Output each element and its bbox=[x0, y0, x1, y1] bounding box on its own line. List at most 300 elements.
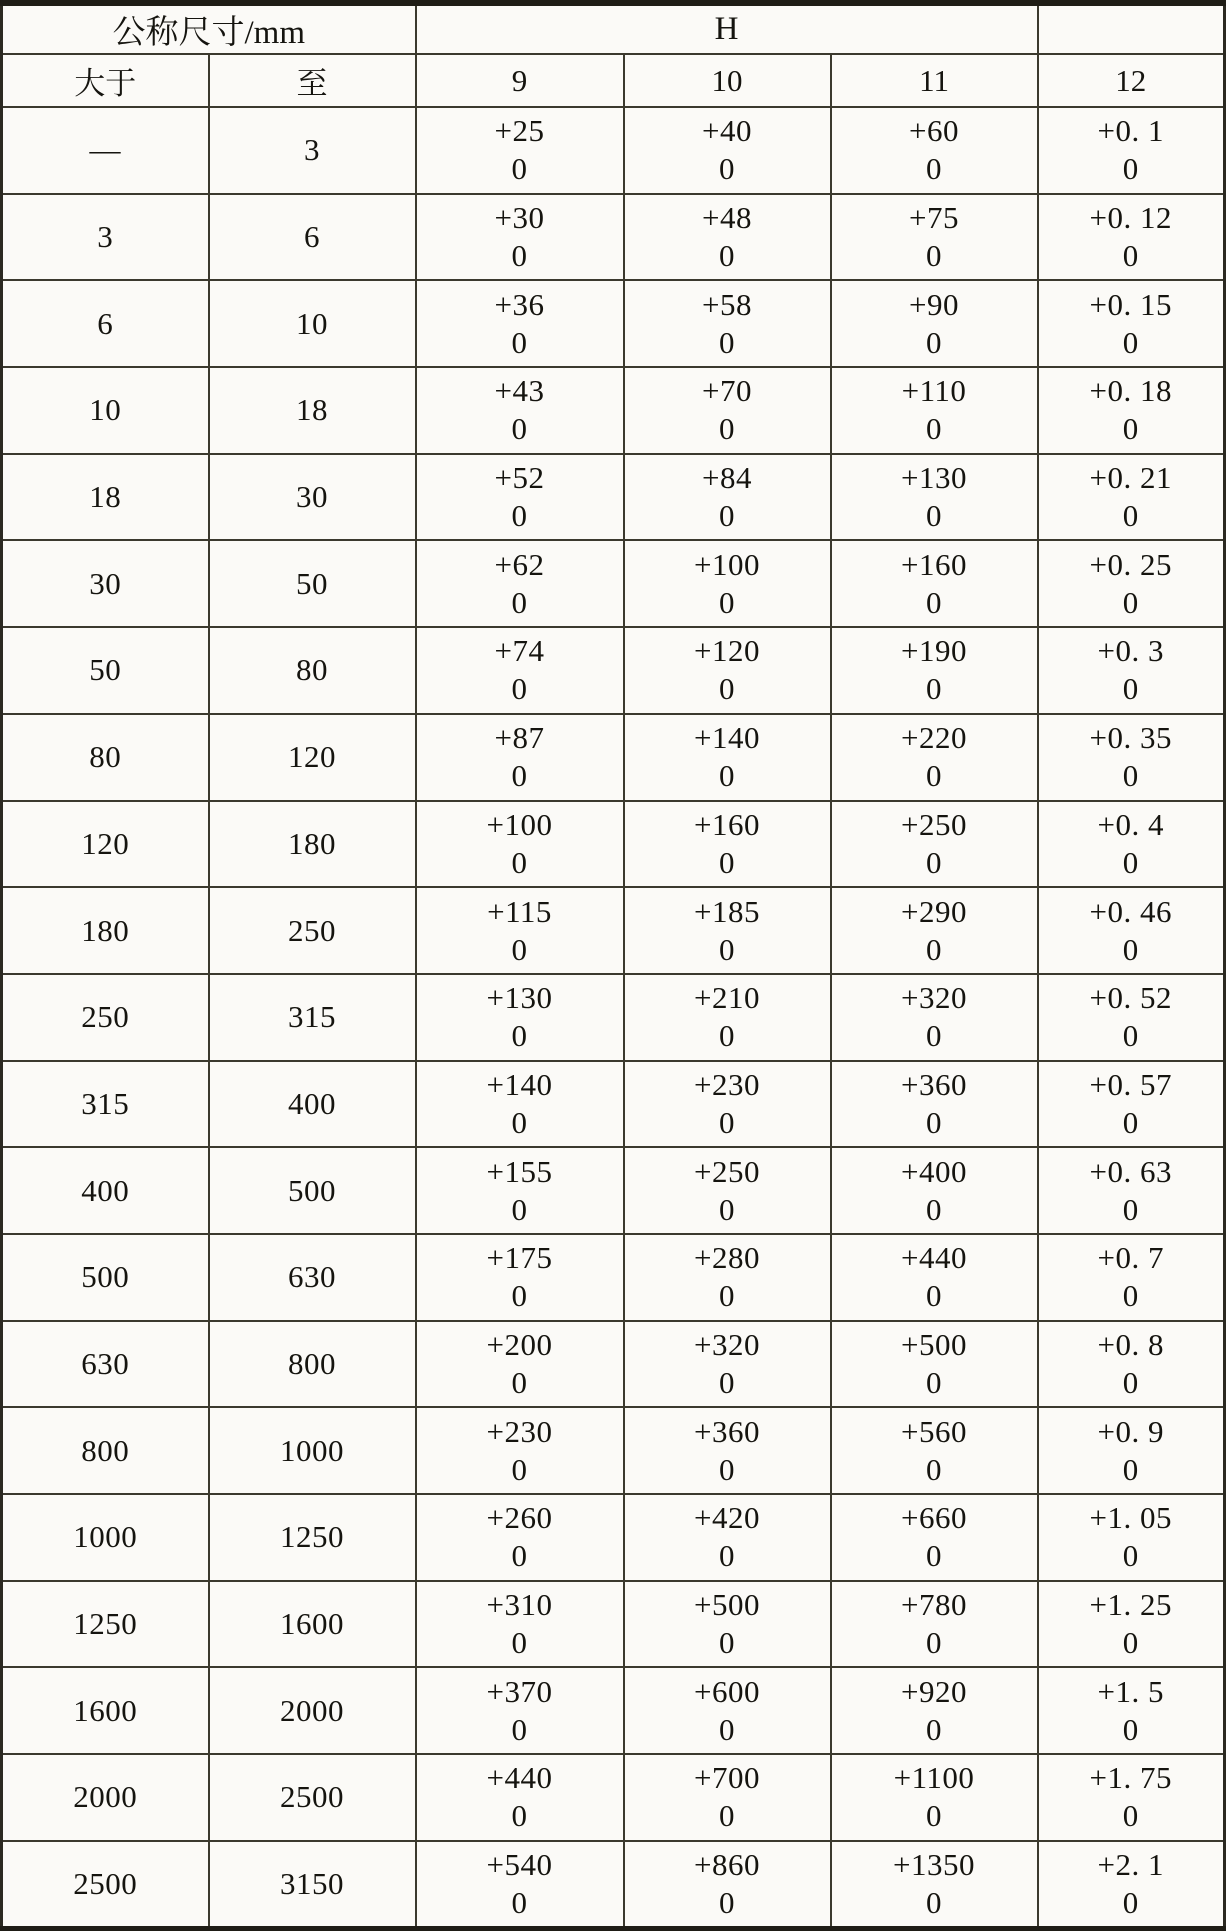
upper-deviation: +100 bbox=[694, 546, 760, 582]
upper-deviation: +1. 75 bbox=[1089, 1760, 1173, 1796]
upper-deviation: +920 bbox=[901, 1673, 968, 1709]
over-cell: 2500 bbox=[2, 1841, 209, 1929]
lower-deviation: 0 bbox=[511, 931, 528, 967]
tolerance-cell bbox=[831, 1147, 1038, 1234]
upper-deviation: +120 bbox=[694, 633, 760, 669]
over-cell: 50 bbox=[2, 627, 209, 714]
tolerance-cell bbox=[1038, 1147, 1225, 1234]
to-cell: 18 bbox=[209, 367, 416, 454]
nominal-size-group-header: 公称尺寸/mm bbox=[2, 3, 416, 54]
to-cell: 250 bbox=[209, 887, 416, 974]
lower-deviation: 0 bbox=[719, 411, 736, 447]
lower-deviation: 0 bbox=[719, 324, 736, 360]
upper-deviation: +140 bbox=[694, 720, 760, 756]
upper-deviation: +210 bbox=[694, 980, 760, 1016]
table-row bbox=[2, 1841, 1225, 1929]
tolerance-cell bbox=[831, 1581, 1038, 1668]
table-row bbox=[2, 1147, 1225, 1234]
tolerance-cell bbox=[1038, 714, 1225, 801]
lower-deviation: 0 bbox=[719, 1538, 736, 1574]
tolerance-cell bbox=[831, 714, 1038, 801]
tolerance-cell bbox=[416, 194, 624, 281]
lower-deviation: 0 bbox=[926, 1104, 943, 1140]
tolerance-cell bbox=[1038, 1581, 1225, 1668]
upper-deviation: +160 bbox=[694, 806, 760, 842]
header-group-row bbox=[2, 3, 1225, 54]
tolerance-cell bbox=[416, 1494, 624, 1581]
upper-deviation: +0. 21 bbox=[1089, 460, 1173, 496]
tolerance-cell bbox=[416, 1581, 624, 1668]
tolerance-cell bbox=[831, 1061, 1038, 1148]
tolerance-cell bbox=[831, 1841, 1038, 1929]
tolerance-cell bbox=[416, 1061, 624, 1148]
tolerance-cell bbox=[831, 1321, 1038, 1408]
tolerance-cell bbox=[416, 627, 624, 714]
lower-deviation: 0 bbox=[719, 931, 736, 967]
lower-deviation: 0 bbox=[926, 1885, 943, 1921]
tolerance-cell bbox=[1038, 1754, 1225, 1841]
corner-empty-header bbox=[1038, 3, 1225, 54]
upper-deviation: +140 bbox=[486, 1066, 553, 1102]
upper-deviation: +360 bbox=[901, 1066, 968, 1102]
to-cell: 180 bbox=[209, 801, 416, 888]
lower-deviation: 0 bbox=[511, 1625, 528, 1661]
to-cell: 400 bbox=[209, 1061, 416, 1148]
upper-deviation: +230 bbox=[694, 1066, 760, 1102]
over-cell: 315 bbox=[2, 1061, 209, 1148]
upper-deviation: +0. 63 bbox=[1089, 1153, 1173, 1189]
upper-deviation: +360 bbox=[694, 1413, 760, 1449]
lower-deviation: 0 bbox=[926, 1191, 943, 1227]
tolerance-cell bbox=[624, 801, 831, 888]
lower-deviation: 0 bbox=[926, 758, 943, 794]
to-cell: 3 bbox=[209, 107, 416, 194]
tolerance-cell bbox=[624, 367, 831, 454]
lower-deviation: 0 bbox=[1122, 1104, 1139, 1140]
over-cell: 630 bbox=[2, 1321, 209, 1408]
tolerance-cell bbox=[831, 454, 1038, 541]
tolerance-cell bbox=[831, 107, 1038, 194]
lower-deviation: 0 bbox=[511, 1885, 528, 1921]
tolerance-cell bbox=[1038, 974, 1225, 1061]
upper-deviation: +540 bbox=[486, 1847, 553, 1883]
lower-deviation: 0 bbox=[511, 1278, 528, 1314]
to-cell: 2000 bbox=[209, 1667, 416, 1754]
over-cell: 180 bbox=[2, 887, 209, 974]
tolerance-cell bbox=[624, 454, 831, 541]
lower-deviation: 0 bbox=[511, 758, 528, 794]
lower-deviation: 0 bbox=[511, 1711, 528, 1747]
to-cell: 2500 bbox=[209, 1754, 416, 1841]
tolerance-cell bbox=[416, 280, 624, 367]
upper-deviation: +175 bbox=[486, 1240, 553, 1276]
lower-deviation: 0 bbox=[1122, 1364, 1139, 1400]
lower-deviation: 0 bbox=[511, 671, 528, 707]
table-row bbox=[2, 627, 1225, 714]
table-row bbox=[2, 107, 1225, 194]
lower-deviation: 0 bbox=[926, 584, 943, 620]
upper-deviation: +58 bbox=[702, 286, 752, 322]
upper-deviation: +87 bbox=[494, 720, 545, 756]
tolerance-cell bbox=[624, 1841, 831, 1929]
tolerance-cell bbox=[831, 1407, 1038, 1494]
tolerance-cell bbox=[624, 1321, 831, 1408]
tolerance-cell bbox=[416, 714, 624, 801]
table-row bbox=[2, 974, 1225, 1061]
table-row bbox=[2, 801, 1225, 888]
over-cell: 400 bbox=[2, 1147, 209, 1234]
lower-deviation: 0 bbox=[1122, 151, 1139, 187]
table-row bbox=[2, 280, 1225, 367]
upper-deviation: +100 bbox=[486, 806, 553, 842]
upper-deviation: +48 bbox=[702, 200, 752, 236]
upper-deviation: +0. 8 bbox=[1097, 1326, 1165, 1362]
upper-deviation: +600 bbox=[694, 1673, 760, 1709]
table-row bbox=[2, 1321, 1225, 1408]
lower-deviation: 0 bbox=[511, 411, 528, 447]
lower-deviation: 0 bbox=[926, 151, 943, 187]
lower-deviation: 0 bbox=[926, 1364, 943, 1400]
upper-deviation: +36 bbox=[494, 286, 545, 322]
lower-deviation: 0 bbox=[926, 238, 943, 274]
grade-10-column-header: 10 bbox=[624, 54, 831, 107]
lower-deviation: 0 bbox=[719, 1625, 736, 1661]
lower-deviation: 0 bbox=[926, 324, 943, 360]
table-row bbox=[2, 1581, 1225, 1668]
tolerance-cell bbox=[831, 1234, 1038, 1321]
upper-deviation: +155 bbox=[486, 1153, 553, 1189]
upper-deviation: +0. 18 bbox=[1089, 373, 1173, 409]
tolerance-cell bbox=[624, 714, 831, 801]
upper-deviation: +200 bbox=[486, 1326, 553, 1362]
upper-deviation: +700 bbox=[694, 1760, 760, 1796]
upper-deviation: +0. 4 bbox=[1097, 806, 1165, 842]
over-cell: — bbox=[2, 107, 209, 194]
upper-deviation: +0. 15 bbox=[1089, 286, 1173, 322]
tolerance-cell bbox=[416, 1841, 624, 1929]
lower-deviation: 0 bbox=[719, 498, 736, 534]
upper-deviation: +1. 25 bbox=[1089, 1587, 1173, 1623]
lower-deviation: 0 bbox=[926, 931, 943, 967]
over-cell: 120 bbox=[2, 801, 209, 888]
tolerance-cell bbox=[1038, 627, 1225, 714]
h-grade-group-header: H bbox=[416, 3, 1038, 54]
tolerance-cell bbox=[624, 280, 831, 367]
upper-deviation: +320 bbox=[694, 1326, 760, 1362]
lower-deviation: 0 bbox=[511, 238, 528, 274]
tolerance-cell bbox=[1038, 367, 1225, 454]
upper-deviation: +0. 1 bbox=[1097, 113, 1165, 149]
upper-deviation: +280 bbox=[694, 1240, 760, 1276]
tolerance-cell bbox=[1038, 1234, 1225, 1321]
lower-deviation: 0 bbox=[1122, 584, 1139, 620]
upper-deviation: +0. 9 bbox=[1097, 1413, 1165, 1449]
tolerance-cell bbox=[831, 540, 1038, 627]
to-cell: 630 bbox=[209, 1234, 416, 1321]
lower-deviation: 0 bbox=[719, 1191, 736, 1227]
lower-deviation: 0 bbox=[926, 1451, 943, 1487]
lower-deviation: 0 bbox=[926, 1625, 943, 1661]
to-cell: 1250 bbox=[209, 1494, 416, 1581]
upper-deviation: +420 bbox=[694, 1500, 760, 1536]
upper-deviation: +0. 57 bbox=[1089, 1066, 1173, 1102]
tolerance-cell bbox=[831, 1667, 1038, 1754]
lower-deviation: 0 bbox=[1122, 238, 1139, 274]
table-row bbox=[2, 454, 1225, 541]
lower-deviation: 0 bbox=[719, 758, 736, 794]
tolerance-cell bbox=[831, 1494, 1038, 1581]
table-row bbox=[2, 540, 1225, 627]
table-row bbox=[2, 714, 1225, 801]
lower-deviation: 0 bbox=[1122, 1451, 1139, 1487]
tolerance-cell bbox=[416, 1234, 624, 1321]
to-cell: 6 bbox=[209, 194, 416, 281]
upper-deviation: +500 bbox=[694, 1587, 760, 1623]
tolerance-cell bbox=[416, 1407, 624, 1494]
table-row bbox=[2, 1234, 1225, 1321]
tolerance-cell bbox=[416, 887, 624, 974]
lower-deviation: 0 bbox=[719, 1104, 736, 1140]
table-row bbox=[2, 887, 1225, 974]
tolerance-cell bbox=[1038, 540, 1225, 627]
upper-deviation: +43 bbox=[494, 373, 545, 409]
lower-deviation: 0 bbox=[719, 1364, 736, 1400]
upper-deviation: +70 bbox=[702, 373, 752, 409]
tolerance-cell bbox=[831, 974, 1038, 1061]
over-cell: 3 bbox=[2, 194, 209, 281]
tolerance-cell bbox=[831, 280, 1038, 367]
lower-deviation: 0 bbox=[511, 584, 528, 620]
upper-deviation: +130 bbox=[486, 980, 553, 1016]
lower-deviation: 0 bbox=[1122, 931, 1139, 967]
over-cell: 80 bbox=[2, 714, 209, 801]
to-cell: 120 bbox=[209, 714, 416, 801]
to-cell: 1000 bbox=[209, 1407, 416, 1494]
lower-deviation: 0 bbox=[511, 1451, 528, 1487]
over-cell: 250 bbox=[2, 974, 209, 1061]
to-cell: 3150 bbox=[209, 1841, 416, 1929]
table-row bbox=[2, 1494, 1225, 1581]
over-cell: 10 bbox=[2, 367, 209, 454]
lower-deviation: 0 bbox=[926, 671, 943, 707]
upper-deviation: +290 bbox=[901, 893, 968, 929]
upper-deviation: +0. 52 bbox=[1089, 980, 1173, 1016]
upper-deviation: +130 bbox=[901, 460, 968, 496]
tolerance-cell bbox=[624, 1061, 831, 1148]
upper-deviation: +320 bbox=[901, 980, 968, 1016]
upper-deviation: +0. 12 bbox=[1089, 200, 1173, 236]
lower-deviation: 0 bbox=[1122, 1885, 1139, 1921]
lower-deviation: 0 bbox=[1122, 498, 1139, 534]
lower-deviation: 0 bbox=[511, 151, 528, 187]
to-column-header: 至 bbox=[209, 54, 416, 107]
tolerance-cell bbox=[624, 107, 831, 194]
table-row bbox=[2, 1667, 1225, 1754]
upper-deviation: +370 bbox=[486, 1673, 553, 1709]
lower-deviation: 0 bbox=[1122, 324, 1139, 360]
upper-deviation: +40 bbox=[702, 113, 752, 149]
tolerance-cell bbox=[1038, 1667, 1225, 1754]
lower-deviation: 0 bbox=[511, 324, 528, 360]
upper-deviation: +185 bbox=[694, 893, 760, 929]
over-cell: 500 bbox=[2, 1234, 209, 1321]
lower-deviation: 0 bbox=[511, 1364, 528, 1400]
lower-deviation: 0 bbox=[719, 1018, 736, 1054]
tolerance-cell bbox=[1038, 1494, 1225, 1581]
to-cell: 500 bbox=[209, 1147, 416, 1234]
tolerance-cell bbox=[831, 194, 1038, 281]
upper-deviation: +60 bbox=[909, 113, 960, 149]
lower-deviation: 0 bbox=[926, 1538, 943, 1574]
upper-deviation: +0. 3 bbox=[1097, 633, 1165, 669]
upper-deviation: +52 bbox=[494, 460, 545, 496]
grade-11-column-header: 11 bbox=[831, 54, 1038, 107]
tolerance-cell bbox=[831, 1754, 1038, 1841]
upper-deviation: +310 bbox=[486, 1587, 553, 1623]
lower-deviation: 0 bbox=[719, 1711, 736, 1747]
tolerance-cell bbox=[1038, 280, 1225, 367]
lower-deviation: 0 bbox=[926, 498, 943, 534]
to-cell: 315 bbox=[209, 974, 416, 1061]
upper-deviation: +0. 25 bbox=[1089, 546, 1173, 582]
tolerance-cell bbox=[624, 974, 831, 1061]
tolerance-cell bbox=[831, 367, 1038, 454]
tolerance-cell bbox=[624, 887, 831, 974]
to-cell: 50 bbox=[209, 540, 416, 627]
lower-deviation: 0 bbox=[511, 844, 528, 880]
tolerance-cell bbox=[624, 1234, 831, 1321]
lower-deviation: 0 bbox=[1122, 1625, 1139, 1661]
tolerance-cell bbox=[1038, 454, 1225, 541]
lower-deviation: 0 bbox=[1122, 1018, 1139, 1054]
upper-deviation: +190 bbox=[901, 633, 968, 669]
upper-deviation: +160 bbox=[901, 546, 968, 582]
upper-deviation: +2. 1 bbox=[1097, 1847, 1165, 1883]
lower-deviation: 0 bbox=[926, 411, 943, 447]
table-body bbox=[2, 107, 1225, 1929]
tolerance-cell bbox=[416, 1754, 624, 1841]
tolerance-cell bbox=[416, 1667, 624, 1754]
upper-deviation: +780 bbox=[901, 1587, 968, 1623]
lower-deviation: 0 bbox=[511, 1798, 528, 1834]
upper-deviation: +230 bbox=[486, 1413, 553, 1449]
lower-deviation: 0 bbox=[719, 1451, 736, 1487]
upper-deviation: +1. 5 bbox=[1097, 1673, 1165, 1709]
tolerance-cell bbox=[624, 540, 831, 627]
upper-deviation: +0. 35 bbox=[1089, 720, 1173, 756]
to-cell: 800 bbox=[209, 1321, 416, 1408]
tolerance-cell bbox=[416, 1321, 624, 1408]
over-cell: 30 bbox=[2, 540, 209, 627]
table-row bbox=[2, 367, 1225, 454]
lower-deviation: 0 bbox=[719, 238, 736, 274]
upper-deviation: +660 bbox=[901, 1500, 968, 1536]
upper-deviation: +25 bbox=[494, 113, 545, 149]
tolerance-cell bbox=[1038, 1321, 1225, 1408]
lower-deviation: 0 bbox=[1122, 1711, 1139, 1747]
tolerance-cell bbox=[416, 454, 624, 541]
upper-deviation: +110 bbox=[901, 373, 967, 409]
lower-deviation: 0 bbox=[926, 1711, 943, 1747]
to-cell: 30 bbox=[209, 454, 416, 541]
table-row bbox=[2, 194, 1225, 281]
over-cell: 18 bbox=[2, 454, 209, 541]
lower-deviation: 0 bbox=[1122, 671, 1139, 707]
lower-deviation: 0 bbox=[511, 1104, 528, 1140]
over-cell: 2000 bbox=[2, 1754, 209, 1841]
tolerance-cell bbox=[1038, 1841, 1225, 1929]
tolerance-cell bbox=[624, 1147, 831, 1234]
upper-deviation: +560 bbox=[901, 1413, 968, 1449]
lower-deviation: 0 bbox=[511, 1191, 528, 1227]
upper-deviation: +400 bbox=[901, 1153, 968, 1189]
lower-deviation: 0 bbox=[719, 671, 736, 707]
upper-deviation: +0. 7 bbox=[1097, 1240, 1165, 1276]
to-cell: 1600 bbox=[209, 1581, 416, 1668]
tolerance-cell bbox=[1038, 1407, 1225, 1494]
upper-deviation: +115 bbox=[487, 893, 552, 929]
upper-deviation: +260 bbox=[486, 1500, 553, 1536]
lower-deviation: 0 bbox=[719, 1885, 736, 1921]
lower-deviation: 0 bbox=[511, 1538, 528, 1574]
tolerance-cell bbox=[831, 887, 1038, 974]
lower-deviation: 0 bbox=[1122, 1191, 1139, 1227]
lower-deviation: 0 bbox=[511, 1018, 528, 1054]
tolerance-cell bbox=[624, 1667, 831, 1754]
upper-deviation: +1100 bbox=[893, 1760, 975, 1796]
table-row bbox=[2, 1061, 1225, 1148]
tolerance-cell bbox=[831, 627, 1038, 714]
over-cell: 800 bbox=[2, 1407, 209, 1494]
upper-deviation: +0. 46 bbox=[1089, 893, 1173, 929]
to-cell: 80 bbox=[209, 627, 416, 714]
lower-deviation: 0 bbox=[1122, 1798, 1139, 1834]
to-cell: 10 bbox=[209, 280, 416, 367]
lower-deviation: 0 bbox=[719, 1798, 736, 1834]
lower-deviation: 0 bbox=[1122, 844, 1139, 880]
upper-deviation: +30 bbox=[494, 200, 545, 236]
upper-deviation: +1. 05 bbox=[1089, 1500, 1173, 1536]
upper-deviation: +1350 bbox=[893, 1847, 976, 1883]
table-row bbox=[2, 1754, 1225, 1841]
lower-deviation: 0 bbox=[926, 1018, 943, 1054]
table-row bbox=[2, 1407, 1225, 1494]
tolerance-cell bbox=[624, 627, 831, 714]
header-column-row bbox=[2, 54, 1225, 107]
tolerance-cell bbox=[831, 801, 1038, 888]
tolerance-cell bbox=[624, 1754, 831, 1841]
over-cell: 1600 bbox=[2, 1667, 209, 1754]
lower-deviation: 0 bbox=[1122, 1538, 1139, 1574]
upper-deviation: +250 bbox=[694, 1153, 760, 1189]
tolerance-cell bbox=[624, 1581, 831, 1668]
tolerance-cell bbox=[416, 974, 624, 1061]
tolerance-cell bbox=[624, 1407, 831, 1494]
lower-deviation: 0 bbox=[719, 151, 736, 187]
lower-deviation: 0 bbox=[926, 844, 943, 880]
tolerance-cell bbox=[1038, 887, 1225, 974]
over-cell: 1250 bbox=[2, 1581, 209, 1668]
upper-deviation: +62 bbox=[494, 546, 545, 582]
lower-deviation: 0 bbox=[719, 584, 736, 620]
upper-deviation: +860 bbox=[694, 1847, 760, 1883]
over-cell: 1000 bbox=[2, 1494, 209, 1581]
tolerance-cell bbox=[624, 1494, 831, 1581]
tolerance-cell bbox=[416, 1147, 624, 1234]
upper-deviation: +440 bbox=[486, 1760, 553, 1796]
tolerance-cell bbox=[624, 194, 831, 281]
lower-deviation: 0 bbox=[1122, 1278, 1139, 1314]
